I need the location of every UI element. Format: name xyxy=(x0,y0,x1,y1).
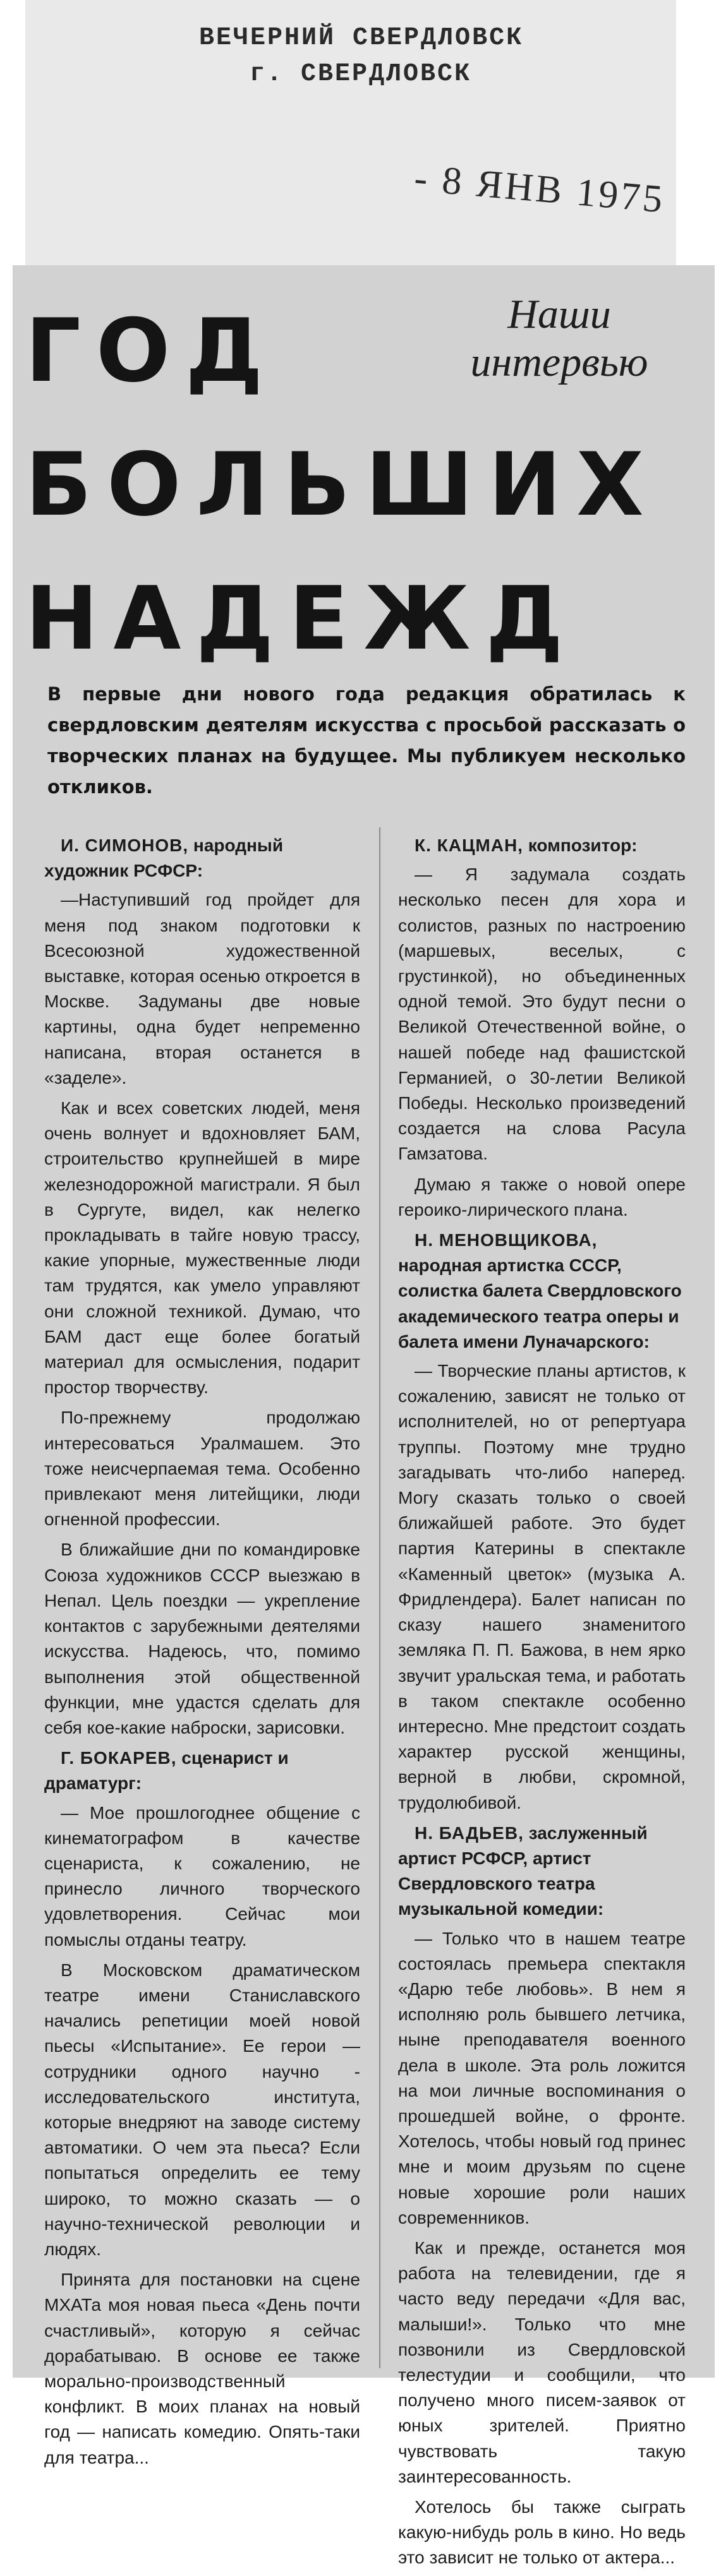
author-name: К. КАЦМАН, xyxy=(415,836,523,855)
article-paragraph: В ближайшие дни по командировке Союза художников СССР выезжаю в Непал. Цель поездки — укрепление контактов с зарубежными деятелями искусства. Надеюсь, что, помимо выполнения этой общественной функции, мне удастся сделать для себя кое-какие наброски, зарисовки. xyxy=(44,1540,360,1737)
author-byline xyxy=(44,833,360,884)
author-title: сценарист и драматург: xyxy=(44,1748,289,1794)
article-paragraph: Как и прежде, останется моя работа на телевидении, где я часто веду передачи «Для вас, малыши!». Только что мне позвонили из Свердловской телестудии и сообщили, что получено много писем-заявок от юных зрителей. Приятно чувствовать такую заинтересованность. xyxy=(398,2238,686,2486)
left-column xyxy=(44,830,360,2476)
city-stamp: г. СВЕРДЛОВСК xyxy=(250,60,472,88)
author-name: И. СИМОНОВ, xyxy=(61,836,189,855)
article-paragraph: — Я задумала создать несколько песен для хора и солистов, разных по настроению (маршевых, веселых, с грустинкой), но объединенных одной темой. Это будут песни о Великой Отечественной войне, о нашей победе над фашистской Германией, о 30-летии Великой Победы. Несколько произведений создается на слова Расула Гамзатова. xyxy=(398,865,686,1164)
author-name: Г. БОКАРЕВ, xyxy=(61,1748,177,1768)
author-title: народный художник РСФСР: xyxy=(44,836,284,881)
author-name: Н. МЕНОВЩИКОВА, xyxy=(415,1230,598,1250)
author-byline xyxy=(44,1746,360,1796)
article-paragraph: В Московском драматическом театре имени Станиславского начались репетиции моей новой пьесы «Испытание». Ее герои — сотрудники одного научно - исследовательского института, которые внедряют на заводе систему автоматики. О чем эта пьеса? Если попытаться определить ее тему широко, то можно сказать — о научно-технической революции и людях. xyxy=(44,1960,360,2259)
date-stamp: - 8 ЯНВ 1975 xyxy=(412,156,667,222)
article-paragraph: Принята для постановки на сцене МХАТа моя новая пьеса «День почти счастливый», которую я сейчас дорабатываю. В основе ее также морально-производственный конфликт. В моих планах на новый год — написать комедию. Опять-таки для театра... xyxy=(44,2270,360,2467)
article-paragraph: Хотелось бы также сыграть какую-нибудь роль в кино. Но ведь это зависит не только от актера... xyxy=(398,2497,686,2568)
column-divider xyxy=(379,827,380,2368)
headline-line: ГОД xyxy=(25,300,279,402)
author-byline xyxy=(398,1228,686,1355)
headline-line: НАДЕЖД xyxy=(25,568,579,669)
article-paragraph: Как и всех советских людей, меня очень волнует и вдохновляет БАМ, строительство крупнейшей в мире железнодорожной магистрали. Я был в Сургуте, видел, как нелегко прокладывать в тайге новую трассу, какие упорные, мужественные люди там трудятся, как умело управляют они сложной техникой. Думаю, что БАМ даст еще более богатый материал для осмысления, подарит простор творчеству. xyxy=(44,1098,360,1398)
article-paragraph: По-прежнему продолжаю интересоваться Уралмашем. Это тоже неисчерпаемая тема. Особенно привлекают меня литейщики, люди огненной профессии. xyxy=(44,1408,360,1530)
article-paragraph: — Творческие планы артистов, к сожалению, зависят не только от исполнителей, но от репертуара труппы. Поэтому мне трудно загадывать что-либо наперед. Могу сказать только о своей ближайшей работе. Это будет партия Катерины в спектакле «Каменный цветок» (музыка А. Фридлендера). Балет написан по сказу нашего знаменитого земляка П. П. Бажова, в нем ярко звучит уральская тема, и работать в таком спектакле особенно интересно. Мне предстоит создать характер русской женщины, верной в любви, скромной, трудолюбивой. xyxy=(398,1361,686,1812)
right-column xyxy=(398,830,686,2576)
author-title: композитор: xyxy=(528,836,638,855)
lead-paragraph: В первые дни нового года редакция обратилась к свердловским деятелям искусства с просьбой рассказать о творческих планах на будущее. Мы публикуем несколько откликов. xyxy=(47,683,686,798)
newspaper-stamp: ВЕЧЕРНИЙ СВЕРДЛОВСК xyxy=(199,24,524,52)
author-title: заслуженный артист РСФСР, артист Свердловского театра музыкальной комедии: xyxy=(398,1823,648,1919)
author-name: Н. БАДЬЕВ, xyxy=(415,1823,524,1843)
article-paragraph: Думаю я также о новой опере героико-лирического плана. xyxy=(398,1174,686,1219)
author-byline xyxy=(398,1821,686,1922)
rubric-line: Наши xyxy=(507,291,611,337)
headline-line: БОЛЬШИХ xyxy=(25,434,659,536)
article-paragraph: — Мое прошлогоднее общение с кинематографом в качестве сценариста, к сожалению, не принесло личного творческого удовлетворения. Сейчас мои помыслы отданы театру. xyxy=(44,1802,360,1950)
article-paragraph: — Только что в нашем театре состоялась премьера спектакля «Дарю тебе любовь». В нем я исполняю роль бывшего летчика, ныне преподавателя военного дела в школе. Эта роль ложится на мои личные воспоминания о прошедшей войне, о фронте. Хотелось, чтобы новый год принес мне и моим друзьям по сцене новые хорошие роли наших современников. xyxy=(398,1928,686,2227)
rubric xyxy=(445,291,673,386)
author-title: народная артистка СССР, солистка балета Свердловского академического театра оперы и балета имени Луначарского: xyxy=(398,1255,682,1351)
author-byline xyxy=(398,833,686,858)
rubric-line: интервью xyxy=(470,339,648,385)
article-paragraph: —Наступивший год пройдет для меня под знаком подготовки к Всесоюзной художественной выставке, которая осенью откроется в Москве. Задуманы две новые картины, одна будет непременно написана, вторая останется в «заделе». xyxy=(44,890,360,1087)
